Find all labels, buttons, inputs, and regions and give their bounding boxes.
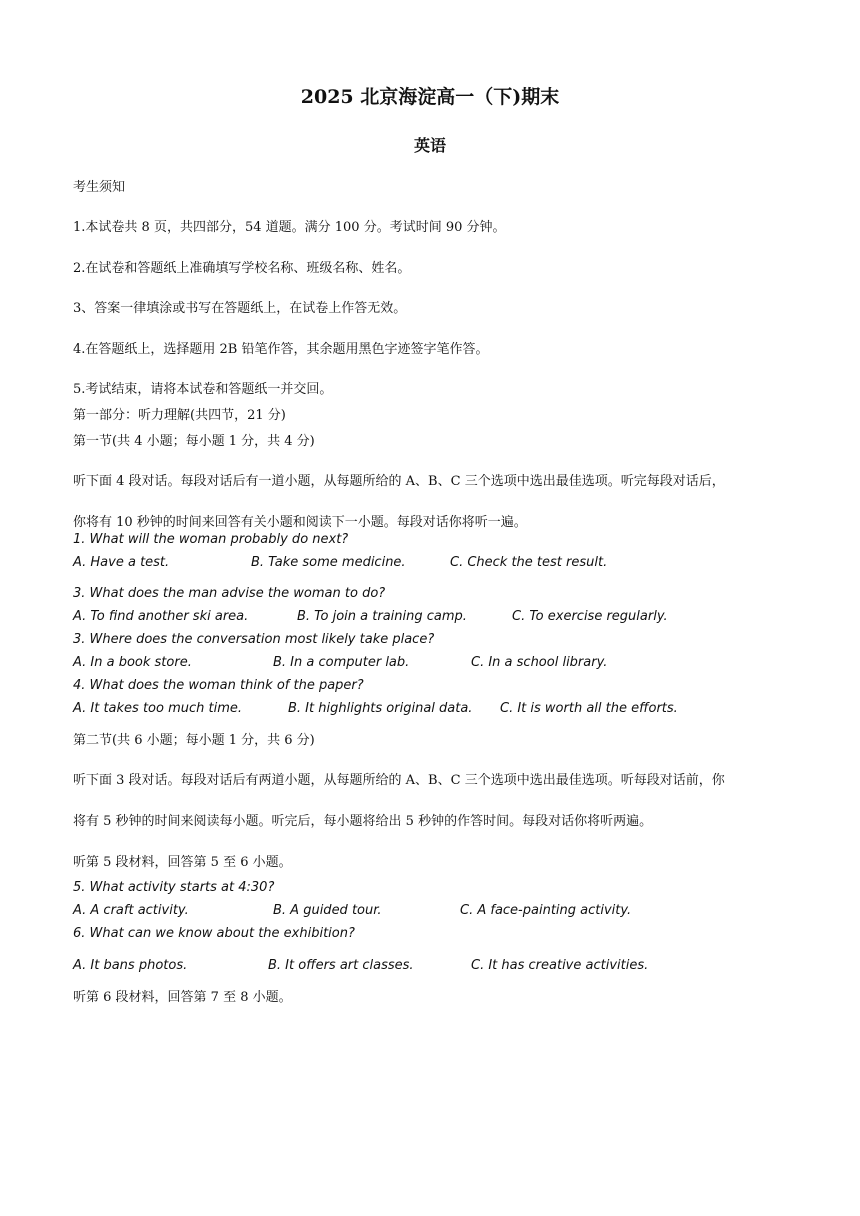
option-b: B. To join a training camp.	[297, 609, 467, 624]
notice-item: 3、答案一律填涂或书写在答题纸上，在试卷上作答无效。	[73, 301, 407, 316]
notice-item: 1.本试卷共 8 页，共四部分，54 道题。满分 100 分。考试时间 90 分钟。	[73, 220, 506, 235]
section2-heading: 第二节(共 6 小题；每小题 1 分，共 6 分)	[73, 733, 315, 748]
section2-instruction: 将有 5 秒钟的时间来阅读每小题。听完后，每小题将给出 5 秒钟的作答时间。每段对话你将听两遍。	[73, 814, 653, 829]
notice-heading: 考生须知	[73, 180, 126, 195]
question-stem: 1. What will the woman probably do next?	[73, 532, 349, 547]
section1-instruction: 你将有 10 秒钟的时间来回答有关小题和阅读下一小题。每段对话你将听一遍。	[73, 515, 527, 530]
option-a: A. To find another ski area.	[73, 609, 249, 624]
option-a: A. In a book store.	[73, 655, 192, 670]
material-note: 听第 6 段材料，回答第 7 至 8 小题。	[73, 990, 292, 1005]
option-a: A. It bans photos.	[73, 958, 188, 973]
subject-title: 英语	[413, 136, 446, 155]
option-a: A. A craft activity.	[73, 903, 189, 918]
question-stem: 3. Where does the conversation most likely take place?	[73, 632, 435, 647]
section1-instruction: 听下面 4 段对话。每段对话后有一道小题，从每题所给的 A、B、C 三个选项中选出最佳选项。听完每段对话后，	[73, 474, 725, 489]
option-b: B. A guided tour.	[273, 903, 382, 918]
section1-heading: 第一节(共 4 小题；每小题 1 分，共 4 分)	[73, 434, 315, 449]
notice-item: 2.在试卷和答题纸上准确填写学校名称、班级名称、姓名。	[73, 261, 411, 276]
question-stem: 6. What can we know about the exhibition?	[73, 926, 355, 941]
option-c: C. In a school library.	[471, 655, 608, 670]
option-b: B. Take some medicine.	[251, 555, 406, 570]
notice-item: 4.在答题纸上，选择题用 2B 铅笔作答，其余题用黑色字迹签字笔作答。	[73, 342, 489, 357]
option-c: C. It has creative activities.	[471, 958, 649, 973]
option-b: B. In a computer lab.	[273, 655, 410, 670]
material-note: 听第 5 段材料，回答第 5 至 6 小题。	[73, 855, 292, 870]
option-c: C. To exercise regularly.	[512, 609, 668, 624]
option-c: C. It is worth all the efforts.	[500, 701, 678, 716]
question-stem: 4. What does the woman think of the paper?	[73, 678, 364, 693]
option-b: B. It highlights original data.	[288, 701, 473, 716]
option-a: A. It takes too much time.	[73, 701, 243, 716]
part1-heading: 第一部分：听力理解(共四节，21 分)	[73, 408, 286, 423]
page-title: 2025 北京海淀高一（下)期末	[300, 86, 560, 108]
option-b: B. It offers art classes.	[268, 958, 414, 973]
option-c: C. A face-painting activity.	[460, 903, 632, 918]
question-stem: 3. What does the man advise the woman to do?	[73, 586, 386, 601]
section2-instruction: 听下面 3 段对话。每段对话后有两道小题，从每题所给的 A、B、C 三个选项中选出最佳选项。听每段对话前，你	[73, 773, 725, 788]
option-c: C. Check the test result.	[450, 555, 608, 570]
notice-item: 5.考试结束，请将本试卷和答题纸一并交回。	[73, 382, 333, 397]
question-stem: 5. What activity starts at 4:30?	[73, 880, 275, 895]
option-a: A. Have a test.	[73, 555, 170, 570]
